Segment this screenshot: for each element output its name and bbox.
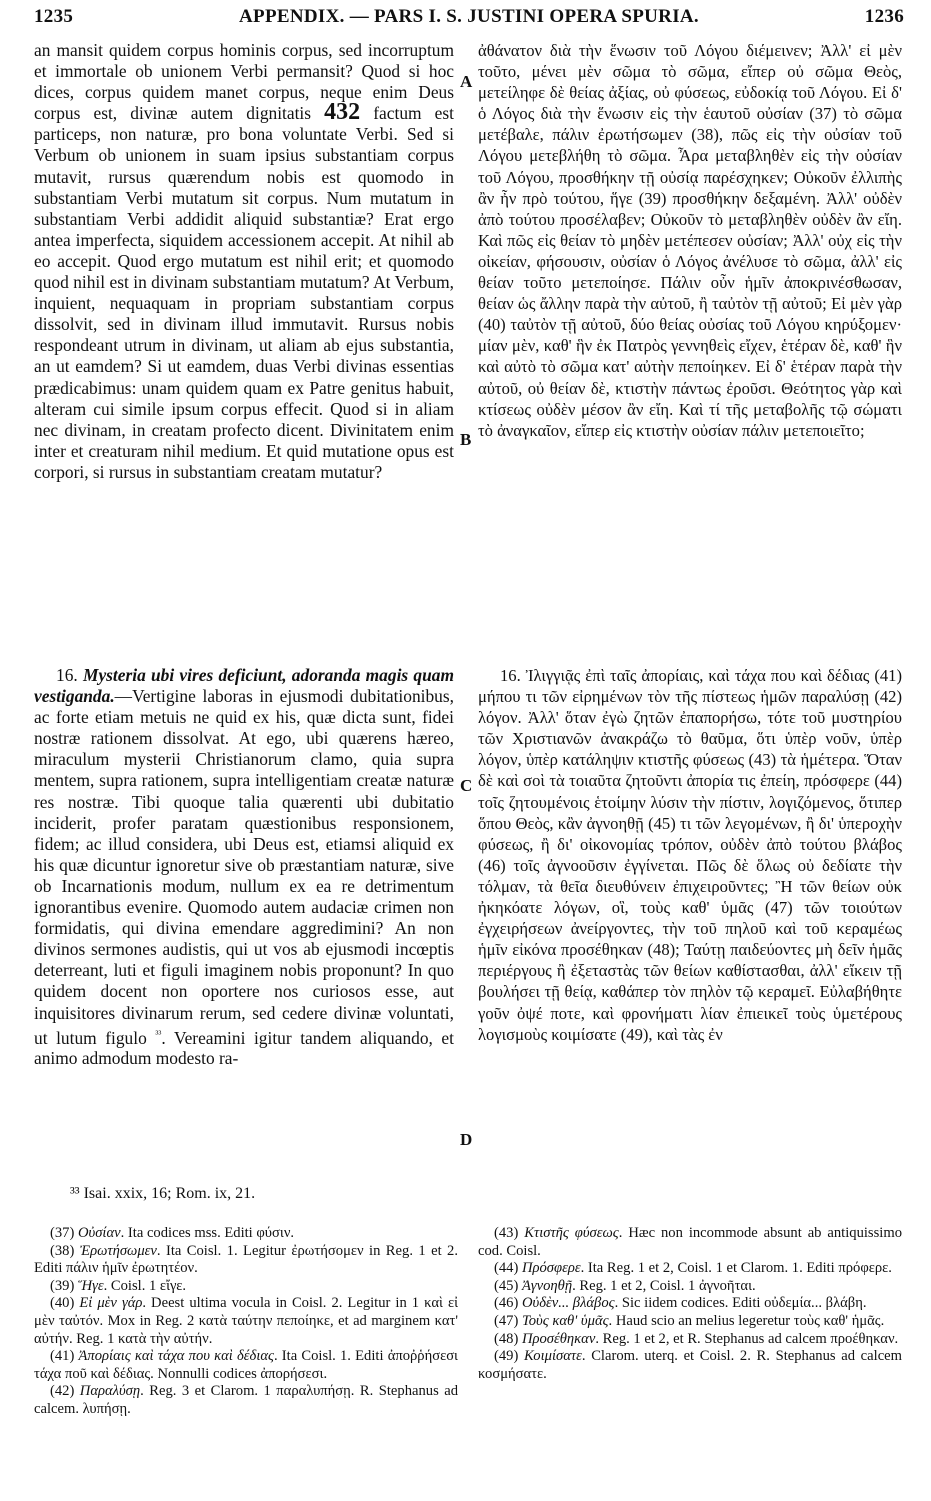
footnote-number: (44) xyxy=(494,1260,522,1277)
footnote xyxy=(34,1278,458,1296)
footnote-lemma: Ἀπορίαις καὶ τάχα που καὶ δέδιας xyxy=(78,1348,274,1365)
footnote-lemma: Οὐσίαν xyxy=(77,1225,121,1241)
footnote-text: . Haud scio an melius legeretur τοὺς καθ' ἡμᾶς. xyxy=(608,1312,885,1329)
greek-paragraph: ἀθάνατον διὰ τὴν ἕνωσιν τοῦ Λόγου διέμεινεν; Ἀλλ' εἰ μὲν τοῦτο, μένει μὲν σῶμα τὸ σῶμα, εἴπερ οὐ σῶμα Θεὸς, μετείληφε δὲ θείας ἀξίας, οὐ φύσεως, εὐδοκίᾳ τοῦ Λόγου. Εἰ δ' ὁ Λόγος διὰ τὴν ἕνωσιν εἰς τὴν ἑαυτοῦ οὐσίαν (37) τὸ σῶμα μετέβαλε, πάλιν ἐρωτήσωμεν (38), πῶς εἰς τὴν οὐσίαν τοῦ Λόγου μετεβλήθη τὸ σῶμα. Ἆρα μεταβληθὲν εἰς τὴν οὐσίαν τοῦ Λόγου, προσθήκην τῇ οὐσίᾳ παρέσχηκεν; Οὐκοῦν ἐλλιπὴς ἂν ἦν πρὸ τούτου, ἥγε (39) προσθήκην δεξαμένη. Ἀλλ' οὐδὲν ἀπὸ τούτου προσέλαβεν; Οὐκοῦν τὸ μεταβληθὲν οὐδὲν ἂν εἴη. Καὶ πῶς εἰς θείαν τὸ μηδὲν μετέπεσεν οὐσίαν; Ἀλλ' οὐχ εἰς τὴν οἰκείαν, φήσουσιν, οὐσίαν ὁ Λόγος ἀνέλυσε τὸ σῶμα, ἀλλ' εἰς θείαν τοῦτο μετεποίησε. Πάλιν οὖν ἡμῖν ἀποκρινέσθωσαν, θείαν ὡς ἄλλην παρὰ τὴν αὐτοῦ, ἢ ταὐτὸν τῇ αὐτοῦ; Εἰ μὲν γὰρ (40) ταὐτὸν τῇ αὐτοῦ, δύο θείας οὐσίας τοῦ Λόγου κηρύξομεν· μίαν μὲν, καθ' ἣν ἐκ Πατρὸς γεννηθεὶς εἴχεν, ἑτέραν δὲ, καθ' ἣν καὶ αὐτὸ τὸ σῶμα κατ' αὐτὴν πεποίηκεν. Εἰ δ' ἑτέραν παρὰ τὴν αὐτοῦ, οὐ θείαν δὲ, κτιστὴν πάντως ἐροῦσι. Θεότητος γὰρ καὶ κτίσεως οὐδὲν μέσον ἂν εἴη. Καὶ τί τῆς μεταβολῆς τῷ σώματι τὸ ἀναγκαῖον, εἴπερ εἰς κτιστὴν οὐσίαν πάλιν μετεποιεῖτο; xyxy=(478,41,902,440)
page-number-left: 1235 xyxy=(34,6,74,27)
footnote-text: . Ita Coisl. 1. Editi ἀποῤῥήσεσι τάχα ποῦ καὶ δέδιας. Nonnulli codices ἀπορήσεσι. xyxy=(34,1348,458,1382)
footnote-text: . Reg. 1 et 2, Coisl. 1 ἀγνοῆται. xyxy=(572,1277,756,1294)
footnote xyxy=(34,1383,458,1418)
section-title: Mysteria ubi vires deficiunt, adoranda magis quam vestiganda. xyxy=(34,665,454,707)
footnote-text: . Coisl. 1 εἴγε. xyxy=(103,1277,186,1294)
running-header xyxy=(34,6,904,36)
footnote xyxy=(34,1348,458,1383)
footnote xyxy=(478,1313,902,1331)
scripture-footnote: ³³ Isai. xxix, 16; Rom. ix, 21. xyxy=(70,1185,256,1202)
footnote xyxy=(34,1243,458,1278)
footnotes-right xyxy=(478,1225,902,1383)
footnote-number: (43) xyxy=(494,1225,525,1241)
section-text: —Vertigine laboras in ejusmodi dubitationibus, ac forte etiam metuis ne quid ex his, quæ dicta sunt, fidei nostræ rationem dissolvat. At ego, ubi quærens hæreo, miraculum mysterii Christianorum clamo, quia supra mentem, supra rationem, supra intelligentiam creatæ naturæ res nostræ. Tibi quoque talia quærenti ubi dubitatio inciderit, profer paratam quæstionibus responsionem, fidem; ac illud considera, ubi Deus est, etiamsi aliquid ex his quæ dicuntur ignoretur sive ob præstantiam naturæ, sive ob Incarnationis modum, nullum ex ea re detrimentum ignorantibus evenire. Quomodo autem audaciæ crimen non formidatis, qui divina emendare aggredimini? An non divinos sermones audistis, qui ut vos ab ejusmodi incœptis deterreant, luti et figuli imaginem nobis proponunt? In quo quidem docent non oportere nos curiosos esse, aut inquisitores divinarum rerum, sed cedere divinæ voluntati, ut lutum figulo xyxy=(34,686,454,1048)
footnote-lemma: Κοιμίσατε xyxy=(523,1348,582,1365)
latin-column-top xyxy=(34,40,454,483)
footnote xyxy=(478,1225,902,1260)
footnote-number: (37) xyxy=(50,1225,78,1241)
footnote-lemma: Πρόσφερε xyxy=(521,1260,581,1277)
footnote-number: (39) xyxy=(50,1277,78,1294)
footnote-lemma: Προσέθηκαν xyxy=(521,1330,596,1347)
footnote-number: (49) xyxy=(494,1348,524,1365)
footnote-lemma: Οὐδὲν... βλάβος xyxy=(521,1295,615,1312)
page-number-right: 1236 xyxy=(864,6,904,27)
footnote-number: (48) xyxy=(494,1330,522,1347)
latin-paragraph xyxy=(34,40,454,483)
footnote-text: . Sic iidem codices. Editi οὐδεμία... βλάβη. xyxy=(614,1295,867,1312)
footnote xyxy=(478,1295,902,1313)
footnote-text: . Ita Reg. 1 et 2, Coisl. 1 et Clarom. 1. Editi πρόφερε. xyxy=(580,1260,892,1277)
footnote-lemma: Ἐρωτήσωμεν xyxy=(79,1242,157,1259)
greek-column-top xyxy=(478,40,902,441)
footnote-lemma: Κτιστῆς φύσεως xyxy=(524,1225,619,1241)
footnote-number: (46) xyxy=(494,1295,522,1312)
footnote-text: . Reg. 3 et Clarom. 1 παραλυπήσῃ. R. Stephanus ad calcem. λυπήσῃ. xyxy=(34,1383,459,1417)
footnote-number: (41) xyxy=(50,1348,79,1365)
footnotes-left xyxy=(34,1225,458,1419)
footnote-text: . Reg. 1 et 2, et R. Stephanus ad calcem προέθηκαν. xyxy=(595,1330,899,1347)
latin-text: factum est particeps, non naturæ, pro bona voluntate Verbi. Sed si Verbum ob unionem in suam ipsius substantiam corpus mutavit, rursus quærendum nobis est quomodo in substantiam Verbi mutatum sit corpus. Num mutatum in substantiam Verbi addidit aliquid substantiæ? Erat ergo antea imperfecta, siquidem accessionem accepit. At nihil ab eo accepit. Quod ergo mutatum est nihil erit; et quomodo quod nihil est in divinam substantiam mutatum? At Verbum, inquient, nequaquam in propriam substantiam corpus dissolvit, sed in divinam illud immutavit. Rursus nobis respondeant utrum in divinam, ut aliam ab ejus substantia, an ut eamdem? Si ut eamdem, duas Verbi divinas essentias prædicabimus: unam quidem quam ex Patre genitus habuit, alteram cui simile ipsum corpus effecit. Quod si in aliam nec divinam, in creatam profecto dicent. Divinitatem enim inter et creaturam nihil medium. Et quid mutatione opus est corpori, si rursus in substantiam creatam mutatur? xyxy=(34,103,454,482)
running-title: APPENDIX. — PARS I. S. JUSTINI OPERA SPURIA. xyxy=(239,6,699,27)
section-text-end: . Vereamini igitur tandem aliquando, et animo admodum modesto ra- xyxy=(34,1027,454,1069)
footnote-lemma: Ἀγνοηθῇ xyxy=(521,1277,573,1294)
footnote-text: . Deest ultima vocula in Coisl. 2. Legitur in 1 καὶ εἰ μὲν ταὐτόν. Mox in Reg. 2 κατὰ ταύτην πεποίηκε, et ad marginem κατ' αὐτήν. Reg. 1 κατὰ τὴν αὐτήν. xyxy=(34,1295,459,1347)
latin-section-16 xyxy=(34,665,454,1070)
footnote-text: . Ita codices mss. Editi φύσιν. xyxy=(120,1225,295,1241)
section-number: 16. xyxy=(56,665,78,685)
greek-section-16: 16. Ἰλιγγιᾷς ἐπὶ ταῖς ἀπορίαις, καὶ τάχα που καὶ δέδιας (41) μήπου τι τῶν εἰρημένων τὸν τῆς πίστεως ἡμῶν παραλύσῃ (42) λόγον. Ἀλλ' ὅταν ἐγὼ ζητῶν ἐπαπορήσω, τότε τοῦ μυστηρίου τῶν Χριστιανῶν ἀνακράζω τὸ θαῦμα, ὅτι ὑπὲρ νοῦν, ὑπὲρ λόγον, ὑπὲρ κατάληψιν κτιστῆς φύσεως (43) τὰ ἡμέτερα. Ὅταν δὲ καὶ σοὶ τὰ τοιαῦτα ζητοῦντι ἀπορία τις ἐπείη, πρόσφερε (44) τοῖς ζητουμένοις ἑτοίμην λύσιν τὴν πίστιν, λογιζόμενος, ὅτιπερ ὅπου Θεὸς, κἂν ἀγνοηθῇ (45) τι τῶν λεγομένων, ἢ δι' ὑπεροχὴν φύσεως, ἢ δι' οἰκονομίας τρόπον, οὐδὲν ἀπὸ τούτου βλάβος (46) τοῖς ἀγνοοῦσιν ἐγγίνεται. Πῶς δὲ ὅλως οὐ δεδίατε τὴν τόλμαν, τὰ θεῖα διευθύνειν ἐπιχειροῦντες; Ἢ τῶν θείων οὐκ ἠκηκόατε λόγων, οἳ, τοὺς καθ' ὑμᾶς (47) τῶν τοιούτων ἐγχειρήσεων ἀνείργοντες, τὴν τοῦ πηλοῦ καὶ τοῦ κεραμέως ἡμῖν εἰκόνα προσέθηκαν (48); Ταύτῃ παιδεύοντες μὴ δεῖν ἡμᾶς περιέργους ἢ ἐξεταστὰς τῶν θείων καθίστασθαι, ἀλλ' εἴκειν τῇ βουλήσει τῇ θείᾳ, καθάπερ τὸν πηλὸν τῷ κεραμεῖ. Εὐλαβήθητε γοῦν ὀψέ ποτε, καὶ φρονήματι λίαν ἐπιεικεῖ τοὺς ὑμετέρους λογισμοὺς κοιμίσατε (49), καὶ τὰς ἐν xyxy=(478,666,902,1044)
greek-column-section16 xyxy=(478,665,902,1045)
margin-letter-a: A xyxy=(460,72,473,91)
footnote-text: . Ita Coisl. 1. Legitur ἐρωτήσομεν in Reg. 1 et 2. Editi πάλιν ἡμῖν ἐρωτητέον. xyxy=(34,1242,458,1277)
footnote xyxy=(34,1295,458,1348)
footnote xyxy=(478,1348,902,1383)
footnote-number: (45) xyxy=(494,1277,522,1294)
footnote xyxy=(478,1260,902,1278)
footnote-number: (42) xyxy=(50,1383,80,1400)
margin-letter-b: B xyxy=(460,430,472,449)
footnote-lemma: Εἰ μὲν γάρ xyxy=(79,1295,143,1312)
margin-letter-c: C xyxy=(460,776,473,795)
footnote xyxy=(478,1331,902,1349)
marginal-number: 432 xyxy=(324,99,361,126)
footnote xyxy=(478,1278,902,1296)
footnote-number: (38) xyxy=(50,1242,80,1259)
footnote-text: . Hæc non incommode absunt ab antiquissimo cod. Coisl. xyxy=(478,1225,902,1259)
margin-letter-d: D xyxy=(460,1130,473,1149)
footnote-text: . Clarom. uterq. et Coisl. 2. R. Stephanus ad calcem κοσμήσατε. xyxy=(478,1348,902,1382)
footnote-lemma: Παραλύσῃ xyxy=(79,1383,141,1400)
footnote-lemma: Ἥγε xyxy=(77,1277,104,1294)
footnote-lemma: Τοὺς καθ' ὑμᾶς xyxy=(521,1312,609,1329)
footnote-number: (47) xyxy=(494,1312,522,1329)
latin-column-section16 xyxy=(34,665,454,1070)
footnote-number: (40) xyxy=(50,1295,80,1312)
scripture-ref: ³³ xyxy=(155,1028,162,1040)
latin-text: an mansit quidem corpus hominis corpus, sed incorruptum et immortale ob unionem Verbi permansit? Quod si hoc dices, corpus quidem manet corpus, neque enim Deus corpus est, divinæ autem dignitatis xyxy=(34,40,454,124)
footnote xyxy=(34,1225,458,1243)
